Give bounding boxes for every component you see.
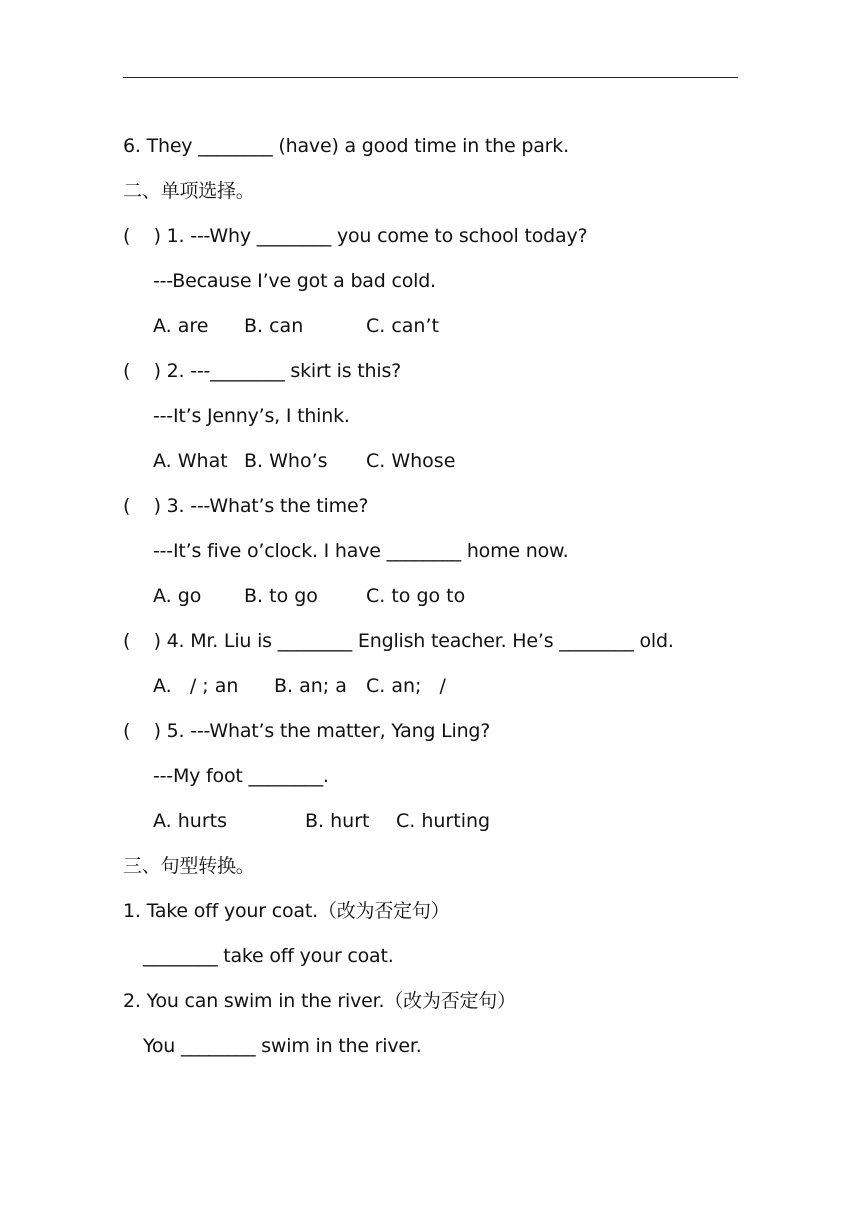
question-5-option-c: C. hurting bbox=[396, 810, 491, 832]
question-3-stem: ( ) 3. ---What’s the time? bbox=[123, 495, 369, 517]
question-1-option-b: B. can bbox=[244, 315, 304, 337]
transform-item-1-answer: ________ take off your coat. bbox=[143, 945, 394, 967]
transform-item-2-answer: You ________ swim in the river. bbox=[143, 1035, 422, 1057]
question-4-option-b: B. an; a bbox=[274, 675, 347, 697]
question-4-option-c: C. an; / bbox=[366, 675, 446, 697]
question-3-option-c: C. to go to bbox=[366, 585, 466, 607]
question-4-option-a: A. / ; an bbox=[153, 675, 239, 697]
question-2-option-c: C. Whose bbox=[366, 450, 456, 472]
question-3-dialogue: ---It’s five o’clock. I have ________ home now. bbox=[153, 540, 569, 562]
question-2-option-a: A. What bbox=[153, 450, 228, 472]
question-2-dialogue: ---It’s Jenny’s, I think. bbox=[153, 405, 350, 427]
question-3-option-a: A. go bbox=[153, 585, 202, 607]
question-4-stem: ( ) 4. Mr. Liu is ________ English teacher. He’s ________ old. bbox=[123, 630, 674, 652]
question-1-dialogue: ---Because I’ve got a bad cold. bbox=[153, 270, 436, 292]
question-5-option-b: B. hurt bbox=[305, 810, 370, 832]
question-2-option-b: B. Who’s bbox=[244, 450, 328, 472]
section-heading-multiple-choice: 二、单项选择。 bbox=[123, 180, 255, 202]
question-5-dialogue: ---My foot ________. bbox=[153, 765, 329, 787]
question-1-option-a: A. are bbox=[153, 315, 209, 337]
transform-item-2-stem: 2. You can swim in the river.（改为否定句） bbox=[123, 990, 516, 1012]
header-rule bbox=[123, 77, 738, 78]
section-heading-sentence-transform: 三、句型转换。 bbox=[123, 855, 255, 877]
question-5-stem: ( ) 5. ---What’s the matter, Yang Ling? bbox=[123, 720, 491, 742]
question-1-option-c: C. can’t bbox=[366, 315, 439, 337]
fill-in-item-6: 6. They ________ (have) a good time in the park. bbox=[123, 135, 569, 157]
transform-item-1-stem: 1. Take off your coat.（改为否定句） bbox=[123, 900, 450, 922]
question-1-stem: ( ) 1. ---Why ________ you come to school today? bbox=[123, 225, 588, 247]
question-5-option-a: A. hurts bbox=[153, 810, 227, 832]
question-2-stem: ( ) 2. ---________ skirt is this? bbox=[123, 360, 402, 382]
question-3-option-b: B. to go bbox=[244, 585, 318, 607]
